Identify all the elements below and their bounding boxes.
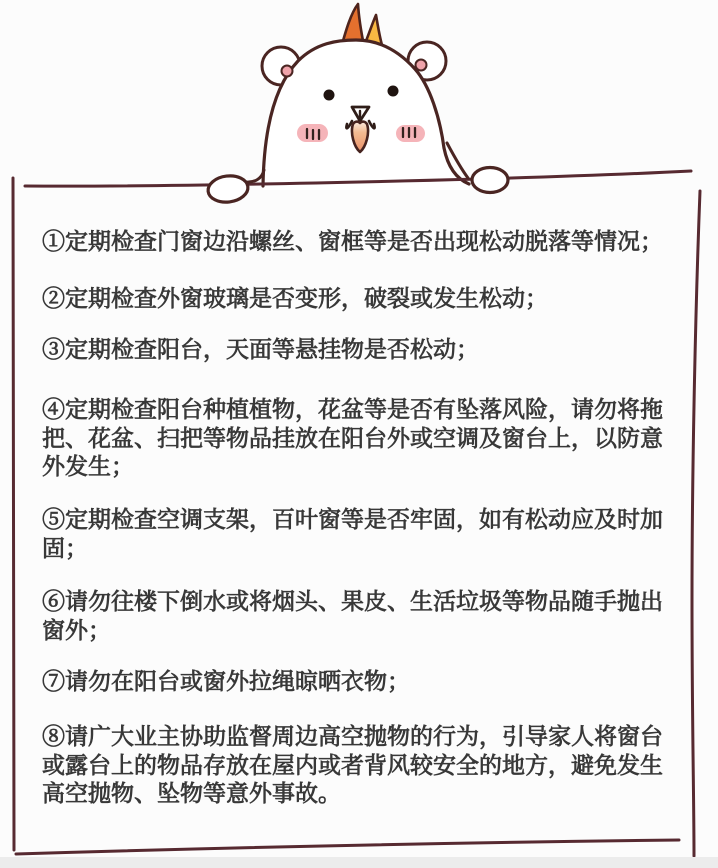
- notice-line: 高空抛物、坠物等意外事故。: [42, 780, 341, 806]
- notice-line: ⑦请勿在阳台或窗外拉绳晾晒衣物；: [42, 668, 410, 694]
- notice-line: ④定期检查阳台种植植物，花盆等是否有坠落风险，请勿将拖: [42, 396, 663, 422]
- bottom-gray-strip: [0, 857, 718, 868]
- notice-line: ③定期检查阳台，天面等悬挂物是否松动；: [42, 336, 479, 362]
- notice-line: 把、花盆、扫把等物品挂放在阳台外或空调及窗台上，以防意: [42, 424, 663, 451]
- notice-line: ①定期检查门窗边沿螺丝、窗框等是否出现松动脱落等情况；: [42, 228, 663, 254]
- notice-item-2: [42, 284, 548, 313]
- notice-item-3: [42, 335, 479, 364]
- notice-item-4: [42, 395, 663, 481]
- notice-line: ⑤定期检查空调支架，百叶窗等是否牢固，如有松动应及时加: [42, 506, 663, 532]
- notice-item-7: [42, 667, 410, 696]
- notice-item-1: [42, 227, 663, 256]
- notice-item-8: [42, 722, 663, 808]
- notice-item-6: [42, 587, 663, 644]
- notice-line: 窗外；: [42, 616, 111, 643]
- notice-line: ⑧请广大业主协助监督周边高空抛物的行为，引导家人将窗台: [42, 723, 663, 749]
- notice-line: 外发生；: [42, 453, 134, 479]
- notice-line: 或露台上的物品存放在屋内或者背风较安全的地方，避免发生: [42, 751, 663, 778]
- notice-line: ②定期检查外窗玻璃是否变形，破裂或发生松动；: [42, 285, 548, 311]
- notice-item-5: [42, 505, 663, 562]
- notice-line: 固；: [42, 534, 88, 561]
- notice-line: ⑥请勿往楼下倒水或将烟头、果皮、生活垃圾等物品随手抛出: [42, 588, 663, 614]
